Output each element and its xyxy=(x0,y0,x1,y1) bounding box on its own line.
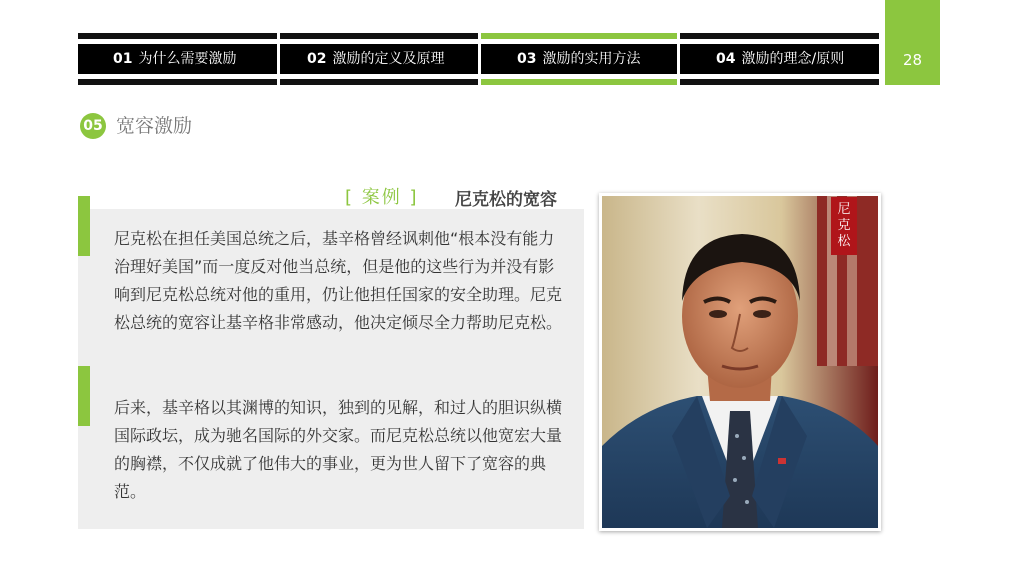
nav-item-num: 03 xyxy=(517,51,537,67)
section-number: 05 xyxy=(83,118,103,134)
nav-item-1[interactable] xyxy=(113,44,236,74)
photo-label-char: 尼 xyxy=(837,202,851,217)
nav-item-4[interactable] xyxy=(716,44,844,74)
nav-item-label: 激励的实用方法 xyxy=(542,51,641,67)
nav-separator xyxy=(478,33,481,85)
nav-separator xyxy=(677,33,680,85)
photo-name-label xyxy=(831,197,857,255)
page-number-badge xyxy=(885,0,940,85)
case-title: 尼克松的宽容 xyxy=(455,190,557,210)
nav-item-num: 04 xyxy=(716,51,736,67)
nav-item-label: 激励的定义及原理 xyxy=(332,51,445,67)
section-number-badge xyxy=(80,113,106,139)
paragraph-2: 后来，基辛格以其渊博的知识，独到的见解，和过人的胆识纵横国际政坛，成为驰名国际的外交家。而尼克松总统以他宽宏大量的胸襟，不仅成就了他伟大的事业，更为世人留下了宽容的典范。 xyxy=(114,398,563,501)
paragraph-1: 尼克松在担任美国总统之后，基辛格曾经讽刺他“根本没有能力治理好美国”而一度反对他当总统，但是他的这些行为并没有影响到尼克松总统对他的重用，仍让他担任国家的安全助理。尼克松总统的宽容让基辛格非常感动，他决定倾尽全力帮助尼克松。 xyxy=(114,229,563,332)
nav-item-3[interactable] xyxy=(517,44,640,74)
nav-item-label: 为什么需要激励 xyxy=(138,51,237,67)
nav-active-accent-bottom xyxy=(480,79,678,85)
section-title: 宽容激励 xyxy=(116,115,193,137)
nav-item-num: 02 xyxy=(307,51,327,67)
page-number: 28 xyxy=(902,50,923,69)
photo-label-char: 克 xyxy=(837,218,851,233)
nav-item-2[interactable] xyxy=(307,44,444,74)
paragraph-accent-bar xyxy=(78,366,90,426)
nav-item-num: 01 xyxy=(113,51,133,67)
case-tag: [ 案例 ] xyxy=(345,187,419,208)
paragraph-accent-bar xyxy=(78,196,90,256)
photo-label-char: 松 xyxy=(837,234,851,249)
nav-item-label: 激励的理念/原则 xyxy=(741,51,845,67)
nav-separator xyxy=(277,33,280,85)
nav-active-accent-top xyxy=(480,33,678,39)
